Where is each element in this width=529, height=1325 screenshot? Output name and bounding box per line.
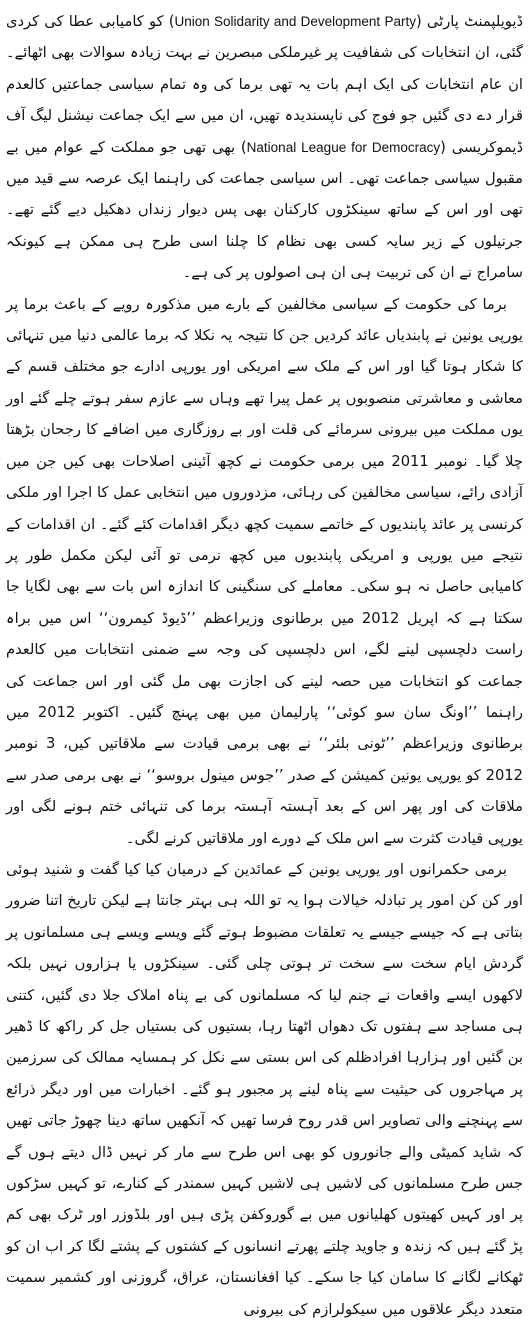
article-paragraph [6, 6, 523, 289]
paragraph-text: ڈیویلپمنٹ پارٹی ( [415, 13, 524, 30]
article-paragraph [6, 289, 523, 854]
paragraph-text: ) بھی تھی جو مملکت کے عوام میں بے مقبول سیاسی جماعت تھی۔ اس سیاسی جماعت کی راہنما ایک عرصہ سے قید میں تھی اور اس کے ساتھ سینکڑوں کارکنان بھی پس دیوار زنداں دھکیل دیے گئے تھے۔ جرنیلوں کے زیر سایہ کسی بھی نظام کا چلنا اسی طرح ہی ممکن ہے کیونکہ سامراج نے ان کی تربیت ہی ان ہی اصولوں پر کی ہے۔ [6, 138, 523, 282]
english-term: National League for Democracy [246, 139, 441, 155]
paragraph-text: برمی حکمرانوں اور یورپی یونین کے عمائدین کے درمیان کیا کیا گفت و شنید ہوئی اور کن کن امور پر تبادلہ خیالات ہوا یہ تو اللہ ہی بہتر جانتا ہے لیکن تاریخ اتنا ضرور بتاتی ہے کہ جیسے جیسے یہ تعلقات مضبوط ہوتے گئے ویسے ویسے ہی مسلمانوں پر گردش ایام سخت سے سخت تر ہوتی چلی گئی۔ سینکڑوں یا ہزاروں نہیں بلکہ لاکھوں ایسے واقعات نے جنم لیا کہ مسلمانوں کی بے پناہ املاک جلا دی گئیں، کتنی ہی مساجد سے ہفتوں تک دھواں اٹھتا رہا، بستیوں کی بستیاں جل کر راکھ کا ڈھیر بن گئیں اور ہزارہا افرادظلم کی اس بستی سے نکل کر ہمسایہ ممالک کی سرزمین پر مہاجروں کی حیثیت سے پناہ لینے پر مجبور ہو گئے۔ اخبارات میں اور دیگر ذرائع سے پہنچنے والی تصاویر اس قدر روح فرسا تھیں کہ آنکھیں ساتھ دینا چھوڑ جاتی تھیں کہ شاید کمیٹی والے جانوروں کو بھی اس طرح سے مار کر نہیں ڈال دیتے ہوں گے جس طرح مسلمانوں کی لاشیں ہی لاشیں کہیں سمندر کے کنارے، تو کہیں سڑکوں پر اور کہیں کھیتوں کھلیانوں میں بے گوروکفن پڑی ہیں اور بلڈوزر اور ٹرک بھی کم پڑ گئے ہیں کہ زندہ و جاوید چلتے پھرتے انسانوں کے کشتوں کے پشتے لگا کر اب ان کو ٹھکانے لگانے کا سامان کیا جا سکے۔ کیا افغانستان، عراق، گروزنی اور کشمیر سمیت متعدد دیگر علاقوں میں سیکولرازم کی بیرونی [6, 860, 523, 1318]
paragraph-text: ) کو کامیابی عطا کی کردی گئی، ان انتخابات کی شفافیت پر غیرملکی مبصرین نے بہت زیادہ سوالات بھی اٹھائے۔ ان عام انتخابات کی ایک اہم بات یہ تھی برما کی وہ تمام سیاسی جماعتیں کالعدم قرار دے دی گئیں جو فوج کی ناپسندیدہ تھیں، ان میں سے ایک جماعت نیشنل لیگ آف ڈیموکریسی ( [6, 13, 523, 156]
english-term: Union Solidarity and Development Party [174, 14, 416, 29]
article-paragraph [6, 854, 523, 1325]
paragraph-text: برما کی حکومت کے سیاسی مخالفین کے بارے میں مذکورہ رویے کے باعث برما پر یورپی یونین نے پابندیاں عائد کردیں جن کا نتیجہ یہ نکلا کہ برما عالمی دنیا میں تنہائی کا شکار ہوتا گیا اور اس کے ملک سے امریکی اور یورپی ادارے جو مختلف قسم کے معاشی و معاشرتی منصوبوں پر عمل پیرا تھے وہاں سے عازم سفر ہوتے چلے گئے اور یوں مملکت میں بیرونی سرمائے کی قلت اور بے روزگاری میں اضافے کا رجحان بڑھتا چلا گیا۔ نومبر 2011 میں برمی حکومت نے کچھ آئینی اصلاحات بھی کیں جن میں آزادی رائے، سیاسی مخالفین کی رہائی، مزدوروں میں انتخابی عمل کا اجرا اور ملکی کرنسی پر عائد پابندیوں کے خاتمے سمیت کچھ دیگر اقدامات کئے گئے۔ ان اقدامات کے نتیجے میں یورپی و امریکی پابندیوں میں کچھ نرمی تو آئی لیکن مکمل طور پر کامیابی حاصل نہ ہو سکی۔ معاملے کی سنگینی کا اندازہ اس بات سے بھی لگایا جا سکتا ہے کہ اپریل 2012 میں برطانوی وزیراعظم ’’ڈیوڈ کیمرون‘‘ اس میں براہ راست دلچسپی لینے لگے، اس دلچسپی کی وجہ سے ضمنی انتخابات میں کالعدم جماعت کو انتخابات میں حصہ لینے کی اجازت بھی مل گئی اور اس جماعت کی راہنما ’’اونگ سان سو کوئی‘‘ پارلیمان میں بھی پہنچ گئیں۔ اکتوبر 2012 میں برطانوی وزیراعظم ’’ٹونی بلئر‘‘ نے بھی برمی قیادت سے ملاقاتیں کیں، 3 نومبر 2012 کو یورپی یونین کمیشن کے صدر ’’جوس مینول بروسو‘‘ نے بھی برمی صدر سے ملاقات کی اور پھر اس کے بعد آہستہ آہستہ برما کی تنہائی ختم ہونے لگی اور یورپی قیادت کثرت سے اس ملک کے دورے اور ملاقاتیں کرنے لگی۔ [6, 295, 524, 847]
